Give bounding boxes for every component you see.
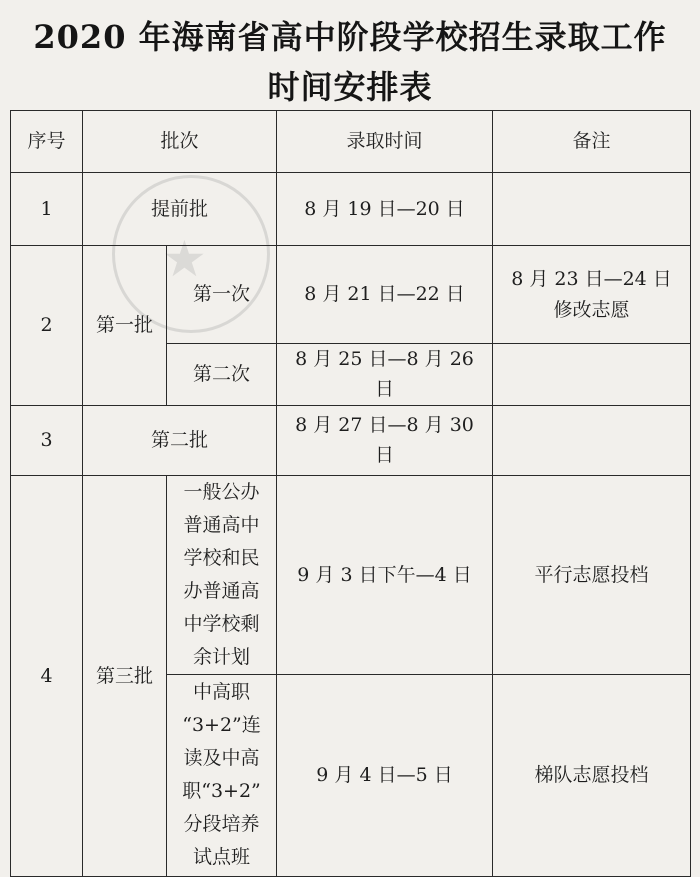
row-batch: 第二批: [83, 405, 277, 475]
table-row: [11, 173, 691, 246]
row-note: 梯队志愿投档: [493, 674, 691, 876]
header-admission-time: 录取时间: [277, 111, 493, 173]
sub-label-line: 中学校剩: [183, 612, 260, 635]
document-title-line-1: 2020 年海南省高中阶段学校招生录取工作: [33, 18, 667, 56]
row-batch: 提前批: [83, 173, 277, 246]
note-line: 修改志愿: [553, 298, 630, 321]
row-serial: 1: [11, 173, 83, 246]
sub-label-line: 读及中高: [183, 747, 260, 770]
sub-label-line: 职“3+2”: [182, 780, 261, 803]
row-note: 平行志愿投档: [493, 475, 691, 674]
sub-label-line: 一般公办: [183, 480, 260, 503]
sub-batch-label: [167, 674, 277, 876]
sub-label-line: 普通高中: [183, 513, 260, 536]
sub-label-line: “3+2”连: [182, 714, 261, 737]
sub-label-line: 试点班: [193, 846, 251, 869]
note-line: 8 月 23 日—24 日: [511, 268, 672, 291]
row-note: [493, 405, 691, 475]
table-row: [11, 475, 691, 674]
sub-label-line: 中高职: [193, 681, 251, 704]
document-title-line-2: 时间安排表: [267, 68, 433, 106]
sub-label-line: 办普通高: [183, 579, 260, 602]
sub-label-line: 余计划: [193, 645, 251, 668]
row-batch: 第一批: [83, 246, 167, 406]
row-note: [493, 246, 691, 344]
row-serial: 4: [11, 475, 83, 876]
header-serial: 序号: [11, 111, 83, 173]
schedule-table: [10, 110, 691, 877]
row-serial: 2: [11, 246, 83, 406]
row-note: [493, 344, 691, 406]
row-note: [493, 173, 691, 246]
row-time: 8 月 27 日—8 月 30 日: [277, 405, 493, 475]
header-batch: 批次: [83, 111, 277, 173]
row-time: 9 月 3 日下午—4 日: [277, 475, 493, 674]
sub-batch-label: 第二次: [167, 344, 277, 406]
table-header-row: [11, 111, 691, 173]
table-row: [11, 246, 691, 344]
table-row: [11, 405, 691, 475]
sub-label-line: 分段培养: [183, 813, 260, 836]
row-time: 9 月 4 日—5 日: [277, 674, 493, 876]
row-time: 8 月 19 日—20 日: [277, 173, 493, 246]
sub-batch-label: [167, 475, 277, 674]
seal-star-icon: ★: [162, 230, 207, 288]
row-time: 8 月 21 日—22 日: [277, 246, 493, 344]
row-serial: 3: [11, 405, 83, 475]
row-batch: 第三批: [83, 475, 167, 876]
sub-batch-label: 第一次: [167, 246, 277, 344]
header-remarks: 备注: [493, 111, 691, 173]
row-time: 8 月 25 日—8 月 26 日: [277, 344, 493, 406]
sub-label-line: 学校和民: [183, 546, 260, 569]
